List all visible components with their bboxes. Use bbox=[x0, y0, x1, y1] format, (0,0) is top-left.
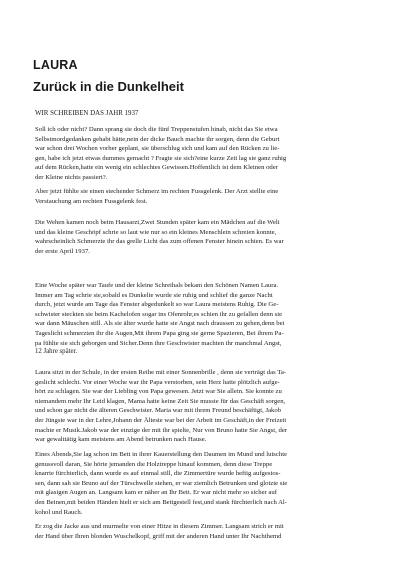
paragraph-7: Er zog die Jacke aus und murmelte von einer Hitze in diesem Zimmer. Langsam strich er mit der Hand über Ihren blonden Wuschelkopf, griff mit der anderen Hand unter Ihr Nachthemd bbox=[35, 523, 284, 540]
author-name: LAURA bbox=[33, 58, 78, 72]
section-subheading: 12 Jahre später. bbox=[35, 348, 78, 355]
paragraph-6: Eines Abends,Sie lag schon im Bett in ihrer Kauerstellung den Daumen im Mund und lutschte genussvoll daran, Sie hörte jemanden die Holztreppe hinauf kommen, denn diese Treppe knarrte fürchterlich, dann wurde es auf einmal still, die Zimmertüre wurde heftig aufgestos- sen, dann sah sie Bruno auf der Türschwelle stehen, er war ziemlich Betrunken und glotzte sie mit glasigen Augen an. Langsam kam er näher an Ihr Bett. Er war nicht mehr so sicher auf den Beinen,mit beiden Händen hielt er sich am Bettgestell fest,und stank fürchterlich nach Al- kohol und Rauch. bbox=[35, 451, 288, 516]
intro-heading: WIR SCHREIBEN DAS JAHR 1937 bbox=[35, 110, 139, 117]
paragraph-3: Die Wehen kamen noch beim Hausarzt,Zwei Stunden später kam ein Mädchen auf die Welt und das kleine Geschöpf schrie so laut wie nur so ein kleines Menschlein schreien konnte, wahrscheinlich Schmerzte ihr das grelle Licht das zum offenen Fenster hinein schien. Es war der erste April 1937. bbox=[35, 219, 284, 255]
paragraph-1: Soll ich oder nicht? Dann sprang sie doch die fünf Treppenstufen hinab, nicht das Sie etwa Selbstmordgedanken gehabt hätte,nein der dicke Bauch machte ihr sorgen, denn die Geburt war schon drei Wochen vorher geplant, sie überschlug sich und kam auf den Rücken zu lie- gen, habe ich jetzt etwas dummes gemacht ? Fragte sie sich?eine kurze Zeit lag sie ganz ruhig auf dem Rücken,hatte ein wenig ein schlechtes Gewissen.Hoffentlich ist dem Kleinen oder der Kleine nichts passiert?. bbox=[35, 126, 287, 181]
story-title: Zurück in die Dunkelheit bbox=[33, 79, 184, 94]
paragraph-4: Eine Woche später war Taufe und der kleine Schreihals bekam den Schönen Namen Laura. Immer am Tag schrie sie,sobald es Dunkelte wurde sie ruhig und schlief die ganze Nacht durch, jetzt wurde am Tage das Fenster abgedunkelt so war Laura meistens Ruhig. Die Ge- schwister steckten sie beim Kachelofen sogar ins Ofenrohr,es schien ihr zu gefallen denn sie war dann Mäuschen still. Als sie älter wurde hatte sie Angst nach draussen zu gehen,denn bei Tageslicht schmerzten ihr die Augen,Mit ihrem Papa ging sie gerne Spazieren, Bei ihrem Pa- pa fühlte sie sich geborgen und Sicher.Denn ihre Geschwister machten ihr manchmal Angst, bbox=[35, 282, 285, 347]
paragraph-5: Laura sitzt in der Schule, in der ersten Reihe mit einer Sonnenbrille , denn sie verträgt das Ta- geslicht schlecht. Vor einer Woche war ihr Papa verstorben, sein Herz hatte plötzlich aufge- hört zu schlagen. Sie war der Liebling von Papa gewesen. Jetzt war Sie allein. Sie konnte zu niemandem mehr Ihr Leid klagen, Mama hatte keine Zeit Sie musste für das Geschäft sorgen, und schon gar nicht die älteren Geschwister. Maria war mit ihrem Freund beschäftigt, Jakob der Jüngste war in der Lehre,Johann der Älteste war bei der Arbeit im Geschäft,in der Freizeit machte er Musik.Jakob war der einzige der mit ihr spielte, Nur von Bruno hatte Sie Angst, der war gewalttätig kam meistens am Abend betrunken nach Hause. bbox=[35, 369, 288, 444]
paragraph-2: Aber jetzt fühlte sie einen stechender Schmerz im rechten Fussgelenk. Der Arzt stellte eine Verstauchung am rechten Fussgelenk fest. bbox=[35, 188, 279, 205]
